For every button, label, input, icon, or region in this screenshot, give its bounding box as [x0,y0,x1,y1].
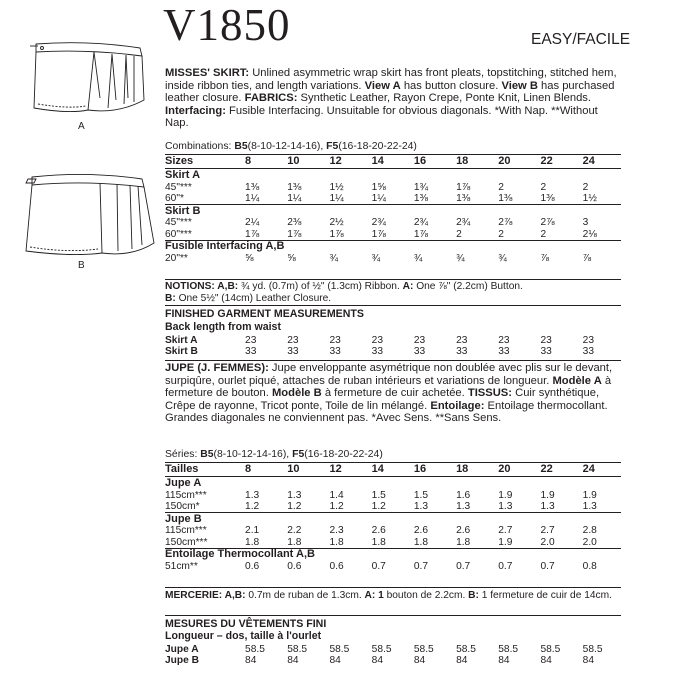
french-finished-table [165,644,621,666]
table-cell: 1⅞ [456,181,471,193]
french-yardage-table [165,462,621,573]
table-cell: 2¾ [413,217,429,229]
section-row [165,240,621,253]
table-cell: 20 [494,463,536,477]
table-cell: 1.9 [582,489,597,501]
table-cell: 22 [536,463,578,477]
table-cell: 33 [456,346,468,358]
table-cell: 84 [413,655,426,667]
table-cell: Jupe A [165,476,202,489]
divider [165,279,621,280]
table-cell: ¾ [456,253,465,265]
table-cell: Sizes [165,155,241,169]
table-cell: 150cm*** [165,536,208,548]
table-cell: 1.5 [371,489,386,501]
table-cell: 20 [494,155,536,169]
table-cell: 84 [329,655,341,667]
table-cell: 12 [325,155,367,169]
table-cell: 1⅞ [371,228,386,240]
french-notions: MERCERIE: A,B: 0.7m de ruban de 1.3cm. A: 1 bouton de 2.2cm. B: 1 fermeture de cuir de 14cm. [165,590,612,601]
table-cell: 2 [498,181,504,193]
table-cell: 0.7 [540,561,555,573]
table-row [165,537,621,549]
table-cell: 115cm*** [165,489,207,501]
table-row [165,490,621,501]
table-cell: 84 [287,655,299,667]
table-cell: 58.5 [371,644,392,655]
table-cell: 84 [371,655,383,667]
english-finished-table [165,335,621,357]
table-cell: 0.7 [413,561,429,573]
table-cell: 1¼ [371,192,386,204]
table-cell: 2¼ [245,217,260,229]
table-cell: 58.5 [582,644,603,655]
english-finished-title: FINISHED GARMENT MEASUREMENTS [165,308,364,320]
table-cell: 1.8 [371,536,386,548]
table-cell: Entoilage Thermocollant A,B [165,548,621,561]
table-cell: ¾ [371,253,381,265]
table-cell: Tailles [165,463,241,477]
table-cell: 33 [371,346,383,358]
table-cell: 2⅞ [540,217,555,229]
table-cell: 8 [241,155,283,169]
table-cell: ⅞ [540,253,549,265]
table-cell: 58.5 [287,644,308,655]
table-cell: 1⅜ [287,181,302,193]
table-cell: 0.6 [287,561,302,573]
table-cell: 1⅞ [329,228,344,240]
table-row [165,525,621,536]
table-cell: 1¼ [329,192,344,204]
table-row [165,182,621,193]
section-row [165,169,621,182]
table-cell: 2.8 [582,525,597,537]
table-cell: 58.5 [329,644,350,655]
table-cell: 1⅜ [456,192,471,204]
table-cell: 1.8 [413,536,429,548]
table-cell: 24 [579,463,621,477]
table-cell: 1.8 [329,536,344,548]
table-cell: Fusible Interfacing A,B [165,240,621,253]
table-cell: 0.6 [245,561,260,573]
table-cell: 2½ [329,217,344,229]
table-cell: 2 [582,181,589,193]
table-cell: 12 [325,463,367,477]
table-cell: 1⅞ [413,228,429,240]
table-cell: 115cm*** [165,525,207,537]
section-row [165,477,621,490]
table-cell: 84 [582,655,595,667]
table-cell: 2.3 [329,525,344,537]
table-cell: 2.0 [582,536,597,548]
table-cell: 1⅝ [371,181,386,193]
table-cell: 2.7 [498,525,513,537]
difficulty-label: EASY/FACILE [531,31,631,48]
table-cell: 1⅞ [287,228,302,240]
table-cell: 1.2 [329,500,344,512]
table-cell: 1¾ [413,181,429,193]
table-cell: 1.3 [413,500,429,512]
table-cell: 1.9 [498,489,513,501]
table-cell: 23 [456,335,468,346]
table-cell: 2.6 [413,525,429,537]
table-row [165,217,621,228]
table-cell: ¾ [498,253,507,265]
divider [165,360,621,361]
table-cell: 3 [582,217,589,229]
table-cell: 2⅛ [582,228,597,240]
table-cell: 1½ [582,192,597,204]
english-notions: NOTIONS: A,B: ¾ yd. (0.7m) of ½" (1.3cm) Ribbon. A: One ⅞" (2.2cm) Button. B: One 5½" (14cm) Leather Closure. [165,281,523,304]
table-cell: 2¾ [371,217,386,229]
divider [165,305,621,306]
table-cell: 8 [241,463,283,477]
table-cell: 1.8 [287,536,302,548]
table-cell: 2.0 [540,536,555,548]
table-cell: 2 [456,228,462,240]
table-cell: 0.7 [498,561,513,573]
divider [165,587,621,588]
table-cell: 10 [283,155,325,169]
sizes-header-row [165,463,621,477]
table-cell: Jupe B [165,655,199,667]
table-cell: 33 [287,346,299,358]
table-cell: 1⅜ [245,181,260,193]
section-row [165,204,621,217]
table-cell: 22 [536,155,578,169]
table-cell: 2¾ [456,217,471,229]
table-cell: 23 [371,335,383,346]
table-cell: 23 [498,335,510,346]
english-yardage-table [165,154,621,265]
table-cell: 16 [410,463,452,477]
table-cell: 84 [245,655,257,667]
table-cell: 1.2 [287,500,302,512]
table-cell: 24 [579,155,621,169]
table-cell: 33 [498,346,510,358]
table-cell: 2 [540,181,547,193]
table-cell: 1.3 [540,500,555,512]
table-cell: 2⅜ [287,217,302,229]
table-cell: 33 [540,346,552,358]
table-cell: Jupe B [165,512,621,525]
table-cell: 1¼ [287,192,302,204]
table-row [165,561,621,572]
divider [165,615,621,616]
table-cell: 1.8 [245,536,260,548]
table-cell: 60"* [165,192,184,204]
table-cell: 0.6 [329,561,344,573]
table-cell: 51cm** [165,561,198,573]
english-description: MISSES' SKIRT: Unlined asymmetric wrap skirt has front pleats, topstitching, stitched hem, inside ribbon ties, and length variations. View A has button closure. View B has purchased leather closure. FABRICS: Synthetic Leather, Rayon Crepe, Ponte Knit, Linen Blends. Interfacing: Fusible Interfacing. Unsuitable for obvious diagonals. *With Nap. **Without Nap. [165,67,617,130]
table-cell: 23 [540,335,552,346]
table-cell: 16 [410,155,452,169]
table-cell: 1.3 [287,489,302,501]
table-cell: 2 [498,228,504,240]
view-a-label: A [78,121,85,132]
table-cell: 23 [413,335,426,346]
table-cell: 1⅜ [498,192,513,204]
sizes-header-row [165,155,621,169]
table-cell: 84 [456,655,468,667]
table-cell: 2⅞ [498,217,513,229]
table-cell: 23 [329,335,341,346]
table-cell: 45"*** [165,217,192,229]
table-cell: 1.9 [498,536,513,548]
table-cell: ¾ [413,253,423,265]
table-cell: 2.6 [456,525,471,537]
table-cell: 1.2 [371,500,386,512]
table-row [165,335,621,346]
french-combinations: Séries: B5(8-10-12-14-16), F5(16-18-20-22-24) [165,449,383,460]
table-cell: ⅞ [582,253,592,265]
table-cell: Jupe A [165,644,199,655]
table-cell: 2.6 [371,525,386,537]
table-cell: 20"** [165,253,188,265]
table-row [165,229,621,241]
table-cell: 84 [498,655,510,667]
table-row [165,253,621,264]
table-row [165,501,621,513]
english-back-length: Back length from waist [165,321,281,333]
table-cell: 58.5 [498,644,519,655]
english-combinations: Combinations: B5(8-10-12-14-16), F5(16-18-20-22-24) [165,141,417,152]
table-cell: 58.5 [540,644,561,655]
table-cell: 23 [245,335,257,346]
table-cell: 1⅜ [540,192,555,204]
table-cell: ⅝ [287,253,296,265]
table-cell: 23 [287,335,299,346]
table-cell: ¾ [329,253,338,265]
table-cell: 1.3 [498,500,513,512]
table-cell: Skirt A [165,335,198,346]
table-cell: 2 [540,228,547,240]
table-cell: 0.7 [456,561,471,573]
table-cell: 58.5 [456,644,476,655]
table-cell: 58.5 [245,644,265,655]
table-row [165,655,621,666]
table-cell: 84 [540,655,552,667]
section-row [165,548,621,561]
table-cell: 33 [329,346,341,358]
table-cell: 2.2 [287,525,302,537]
view-b-skirt-illustration [22,165,162,260]
table-cell: ⅝ [245,253,254,265]
table-cell: 1.3 [456,500,471,512]
french-back-length: Longueur – dos, taille à l'ourlet [165,630,322,642]
table-cell: 10 [283,463,325,477]
table-cell: 14 [368,463,410,477]
section-row [165,512,621,525]
view-b-label: B [78,260,85,271]
table-cell: 1.8 [456,536,471,548]
table-cell: Skirt B [165,346,198,358]
table-cell: 1.9 [540,489,555,501]
table-cell: 2.7 [540,525,555,537]
pattern-number: V1850 [163,0,291,50]
table-cell: 18 [452,463,494,477]
table-row [165,346,621,357]
table-cell: Skirt B [165,204,621,217]
table-cell: 58.5 [413,644,434,655]
table-cell: 33 [582,346,595,358]
table-cell: 2.1 [245,525,260,537]
table-cell: 23 [582,335,595,346]
table-row [165,193,621,205]
table-cell: 1.3 [582,500,597,512]
table-cell: 1.6 [456,489,471,501]
table-cell: 14 [368,155,410,169]
table-row [165,644,621,655]
table-cell: 0.8 [582,561,597,573]
table-cell: 1⅞ [245,228,260,240]
table-cell: 1.2 [245,500,260,512]
table-cell: 150cm* [165,500,200,512]
view-a-skirt-illustration [28,38,158,120]
table-cell: 1¼ [245,192,260,204]
table-cell: Skirt A [165,168,201,181]
table-cell: 0.7 [371,561,386,573]
table-cell: 1.4 [329,489,344,501]
table-cell: 1½ [329,181,344,193]
table-cell: 1.3 [245,489,260,501]
table-cell: 60"*** [165,228,192,240]
french-finished-title: MESURES DU VÊTEMENTS FINI [165,618,327,630]
table-cell: 33 [413,346,426,358]
table-cell: 18 [452,155,494,169]
table-cell: 1.5 [413,489,429,501]
french-description: JUPE (J. FEMMES): Jupe enveloppante asymétrique non doublée avec plis sur le devant, surpiqûre, ourlet piqué, attaches de ruban intérieurs et variations de longueur. Modèle A à fermeture de bouton. Modèle B à fermeture de cuir achetée. TISSUS: Cuir synthétique, Crêpe de rayonne, Tricot ponte, Toile de lin mélangé. Entoilage: Entoilage thermocollant. Grandes diagonales ne conviennent pas. *Avec Sens. **Sans Sens. [165,362,613,425]
table-cell: 45"*** [165,181,192,193]
table-cell: 33 [245,346,257,358]
table-cell: 1⅜ [413,192,429,204]
